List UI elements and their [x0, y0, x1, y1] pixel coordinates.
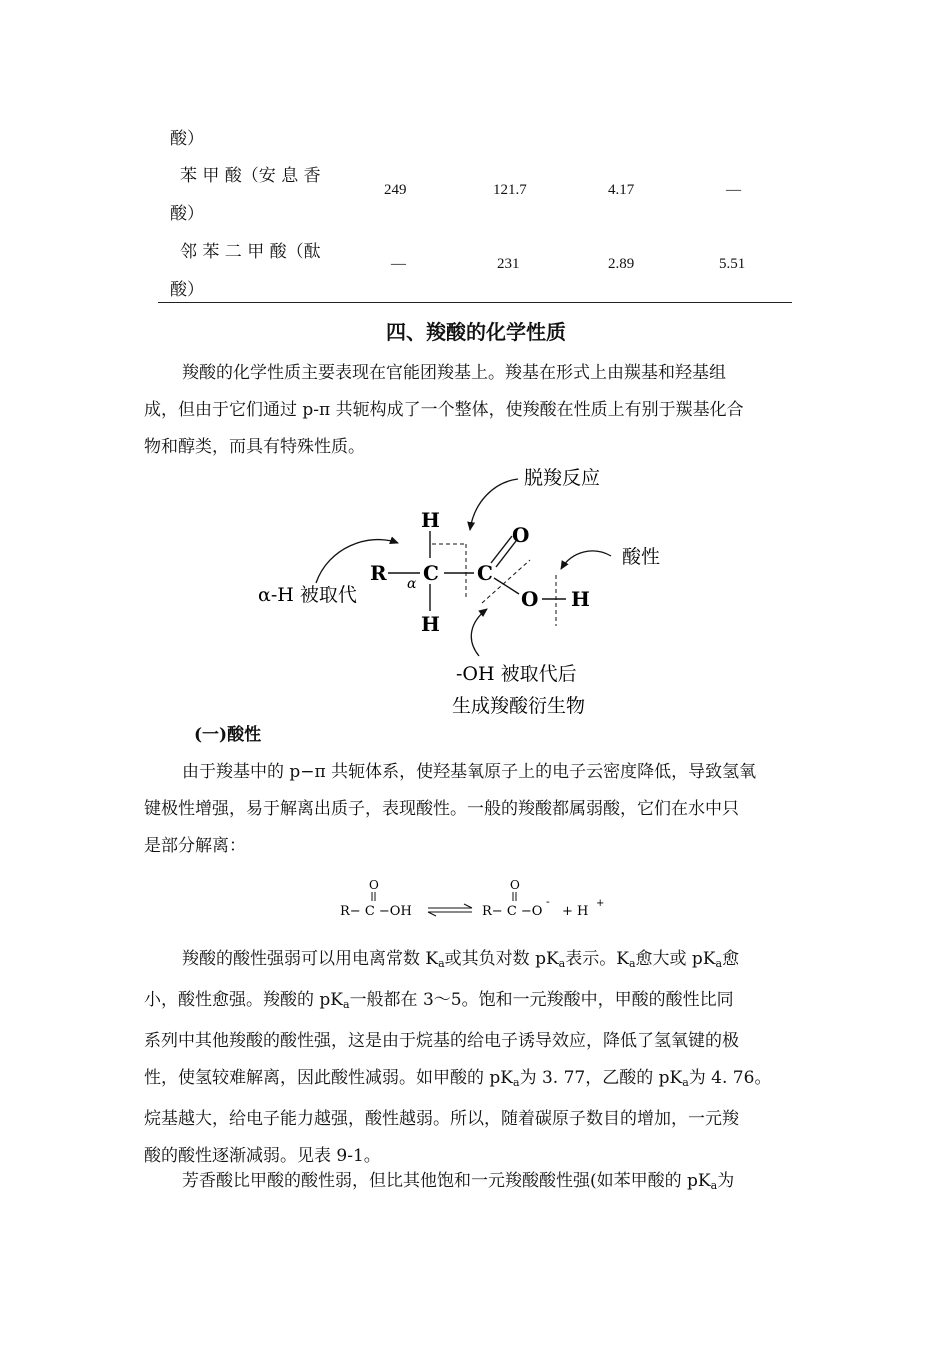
- label-alpha-h-substitution: α-H 被取代: [258, 584, 357, 606]
- label-oh-substitution-2: 生成羧酸衍生物: [452, 695, 586, 717]
- table-cell-value: 231: [497, 256, 520, 272]
- table-cell-value: 249: [384, 182, 407, 198]
- table-cell-value: 2.89: [608, 256, 635, 272]
- dissociation-equation: [330, 875, 630, 925]
- label-acidity: 酸性: [622, 546, 661, 568]
- atom-c-alpha: C: [423, 561, 439, 585]
- table-cell-value: 5.51: [719, 256, 746, 272]
- table-cell-name: 苯 甲 酸（安 息 香: [180, 166, 321, 186]
- eq-oxygen-right: O: [510, 878, 520, 892]
- paragraph-line: 由于羧基中的 p−π 共轭体系，使羟基氧原子上的电子云密度降低，导致氢氧: [182, 762, 757, 782]
- paragraph-line: 系列中其他羧酸的酸性强，这是由于烷基的给电子诱导效应，降低了氢氧键的极: [144, 1031, 739, 1051]
- equilibrium-arrows: [428, 904, 472, 916]
- eq-charge-plus: +: [596, 898, 605, 909]
- paragraph-line: 是部分解离：: [144, 836, 246, 856]
- atom-o-hydroxyl: O: [521, 587, 539, 611]
- arrow-oh-substitution: [471, 609, 487, 656]
- table-cell-name: 酸）: [170, 280, 204, 300]
- intro-line: 成，但由于它们通过 p-π 共轭构成了一个整体，使羧酸在性质上有别于羰基化合: [144, 400, 744, 420]
- atom-r: R: [370, 561, 387, 585]
- table-cell-name: 邻 苯 二 甲 酸（酞: [180, 242, 321, 262]
- table-cell-value: 121.7: [493, 182, 527, 198]
- arrow-decarboxylation: [470, 479, 518, 530]
- acidity-paragraph: [144, 754, 808, 865]
- cleavage-lines: [432, 544, 556, 626]
- paragraph-line: 键极性增强，易于解离出质子，表现酸性。一般的羧酸都属弱酸，它们在水中只: [144, 799, 739, 819]
- paragraph-line: 酸的酸性逐渐减弱。见表 9-1。: [144, 1146, 381, 1166]
- table-cell-value: —: [726, 182, 741, 198]
- eq-left-side: R− C −OH: [340, 904, 412, 919]
- atom-h-top: H: [421, 508, 440, 532]
- table-cell-name: 酸）: [170, 204, 204, 224]
- atom-h-hydroxyl: H: [571, 587, 590, 611]
- eq-charge-minus: -: [546, 895, 550, 908]
- section-title: 四、羧酸的化学性质: [386, 320, 566, 344]
- alpha-symbol: α: [407, 576, 417, 592]
- intro-line: 羧酸的化学性质主要表现在官能团羧基上。羧基在形式上由羰基和羟基组: [182, 363, 726, 383]
- atom-o-carbonyl: O: [512, 523, 530, 547]
- paragraph-line: 烷基越大，给电子能力越强，酸性越弱。所以，随着碳原子数目的增加，一元羧: [144, 1109, 739, 1129]
- label-decarboxylation: 脱羧反应: [524, 467, 601, 489]
- subsection-title: (一)酸性: [194, 725, 262, 745]
- eq-oxygen-left: O: [369, 878, 379, 892]
- label-oh-substitution-1: -OH 被取代后: [456, 663, 577, 685]
- pka-paragraph: 羧酸的酸性强弱可以用电离常数 $K_a$或其负对数 $pK_a$表示。$K_a$愈大或 $pK_a$愈 小，酸性愈强。羧酸的 $pK_a$一般都在 3～5。饱和一元羧酸中，甲酸的酸性比同 系列中其他羧酸的酸性强，这是由于烷基的给电子诱导效应，降低了氢氧键的极 性，使氢较难解离，因此酸性减弱。如甲酸的 $pK_a$为 3. 77，乙酸的 $pK_a$为 4. 76。 烷基越大，给电子能力越强，酸性越弱。所以，随着碳原子数目的增加，一元羧 酸的酸性逐渐减弱。见表 9-1。: [144, 941, 808, 1175]
- atom-c-carboxyl: C: [477, 561, 493, 585]
- intro-line: 物和醇类，而具有特殊性质。: [144, 437, 365, 457]
- table-cell-value: 4.17: [608, 182, 635, 198]
- aromatic-acid-paragraph: 芳香酸比甲酸的酸性弱，但比其他饱和一元羧酸酸性强(如苯甲酸的 $pK_a$为: [182, 1171, 735, 1192]
- eq-right-side: R− C −O: [482, 904, 543, 919]
- table-cell-value: —: [391, 256, 406, 272]
- arrow-acidity: [561, 551, 611, 569]
- eq-proton: + H: [562, 904, 589, 919]
- table-cell-name: 酸）: [170, 129, 204, 149]
- atom-h-bottom: H: [421, 612, 440, 636]
